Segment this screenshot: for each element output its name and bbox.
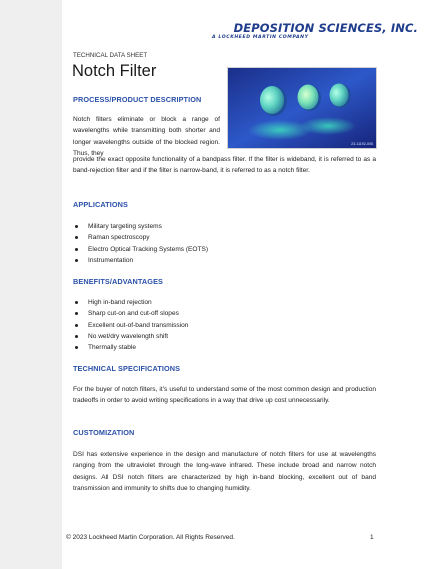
notch-filter-lenses-image bbox=[228, 68, 376, 148]
bullet-icon bbox=[75, 312, 78, 315]
product-photo bbox=[227, 67, 377, 149]
page-title: Notch Filter bbox=[72, 62, 157, 80]
bullet-icon bbox=[75, 259, 78, 262]
list-item: No wet/dry wavelength shift bbox=[73, 331, 188, 342]
list-item: Instrumentation bbox=[73, 255, 208, 266]
bullet-icon bbox=[75, 346, 78, 349]
heading-specifications: TECHNICAL SPECIFICATIONS bbox=[73, 364, 181, 373]
list-item: Electro Optical Tracking Systems (EOTS) bbox=[73, 244, 208, 255]
company-subtitle: A LOCKHEED MARTIN COMPANY bbox=[212, 35, 309, 40]
benefits-list bbox=[73, 297, 188, 353]
bullet-icon bbox=[75, 301, 78, 304]
bullet-icon bbox=[75, 335, 78, 338]
left-margin-strip bbox=[0, 0, 62, 569]
company-name: DEPOSITION SCIENCES, INC. bbox=[233, 21, 418, 35]
heading-applications: APPLICATIONS bbox=[73, 200, 128, 209]
bullet-icon bbox=[75, 225, 78, 228]
list-item: Military targeting systems bbox=[73, 221, 208, 232]
description-text-wrapped: Notch filters eliminate or block a range of wavelengths while transmitting both shorter and longer wavelengths outside of the blocked region. Thus, they bbox=[73, 116, 220, 157]
customization-text: DSI has extensive experience in the design and manufacture of notch filters for use at wavelengths ranging from the ultraviolet through the long-wave infrared. These include broad and narrow notch designs. All DSI notch filters are characterized by high in-band blocking, excellent out of band transmission and immunity to shifts due to changing humidity. bbox=[73, 451, 376, 492]
description-text: provide the exact opposite functionality of a bandpass filter. If the filter is wideband, it is referred to as a band-rejection filter and if the filter is narrow-band, it is referred to as a notch filter. bbox=[73, 156, 376, 175]
document-type: TECHNICAL DATA SHEET bbox=[73, 52, 148, 59]
copyright-notice: © 2023 Lockheed Martin Corporation. All Rights Reserved. bbox=[66, 534, 235, 541]
company-logo bbox=[200, 22, 418, 41]
bullet-icon bbox=[75, 248, 78, 251]
heading-benefits: BENEFITS/ADVANTAGES bbox=[73, 277, 164, 286]
list-item: Raman spectroscopy bbox=[73, 232, 208, 243]
photo-id: 23-11192-005 bbox=[351, 142, 373, 146]
list-item: Thermally stable bbox=[73, 342, 188, 353]
page-number: 1 bbox=[370, 534, 374, 541]
list-item: High in-band rejection bbox=[73, 297, 188, 308]
specifications-text: For the buyer of notch filters, it’s useful to understand some of the most common design and production tradeoffs in order to avoid writing specifications in a way that drive up cost unnecessarily. bbox=[73, 386, 376, 405]
applications-list bbox=[73, 221, 208, 266]
heading-description: PROCESS/PRODUCT DESCRIPTION bbox=[73, 95, 202, 104]
bullet-icon bbox=[75, 324, 78, 327]
list-item: Sharp cut-on and cut-off slopes bbox=[73, 308, 188, 319]
bullet-icon bbox=[75, 236, 78, 239]
heading-customization: CUSTOMIZATION bbox=[73, 428, 135, 437]
list-item: Excellent out-of-band transmission bbox=[73, 320, 188, 331]
